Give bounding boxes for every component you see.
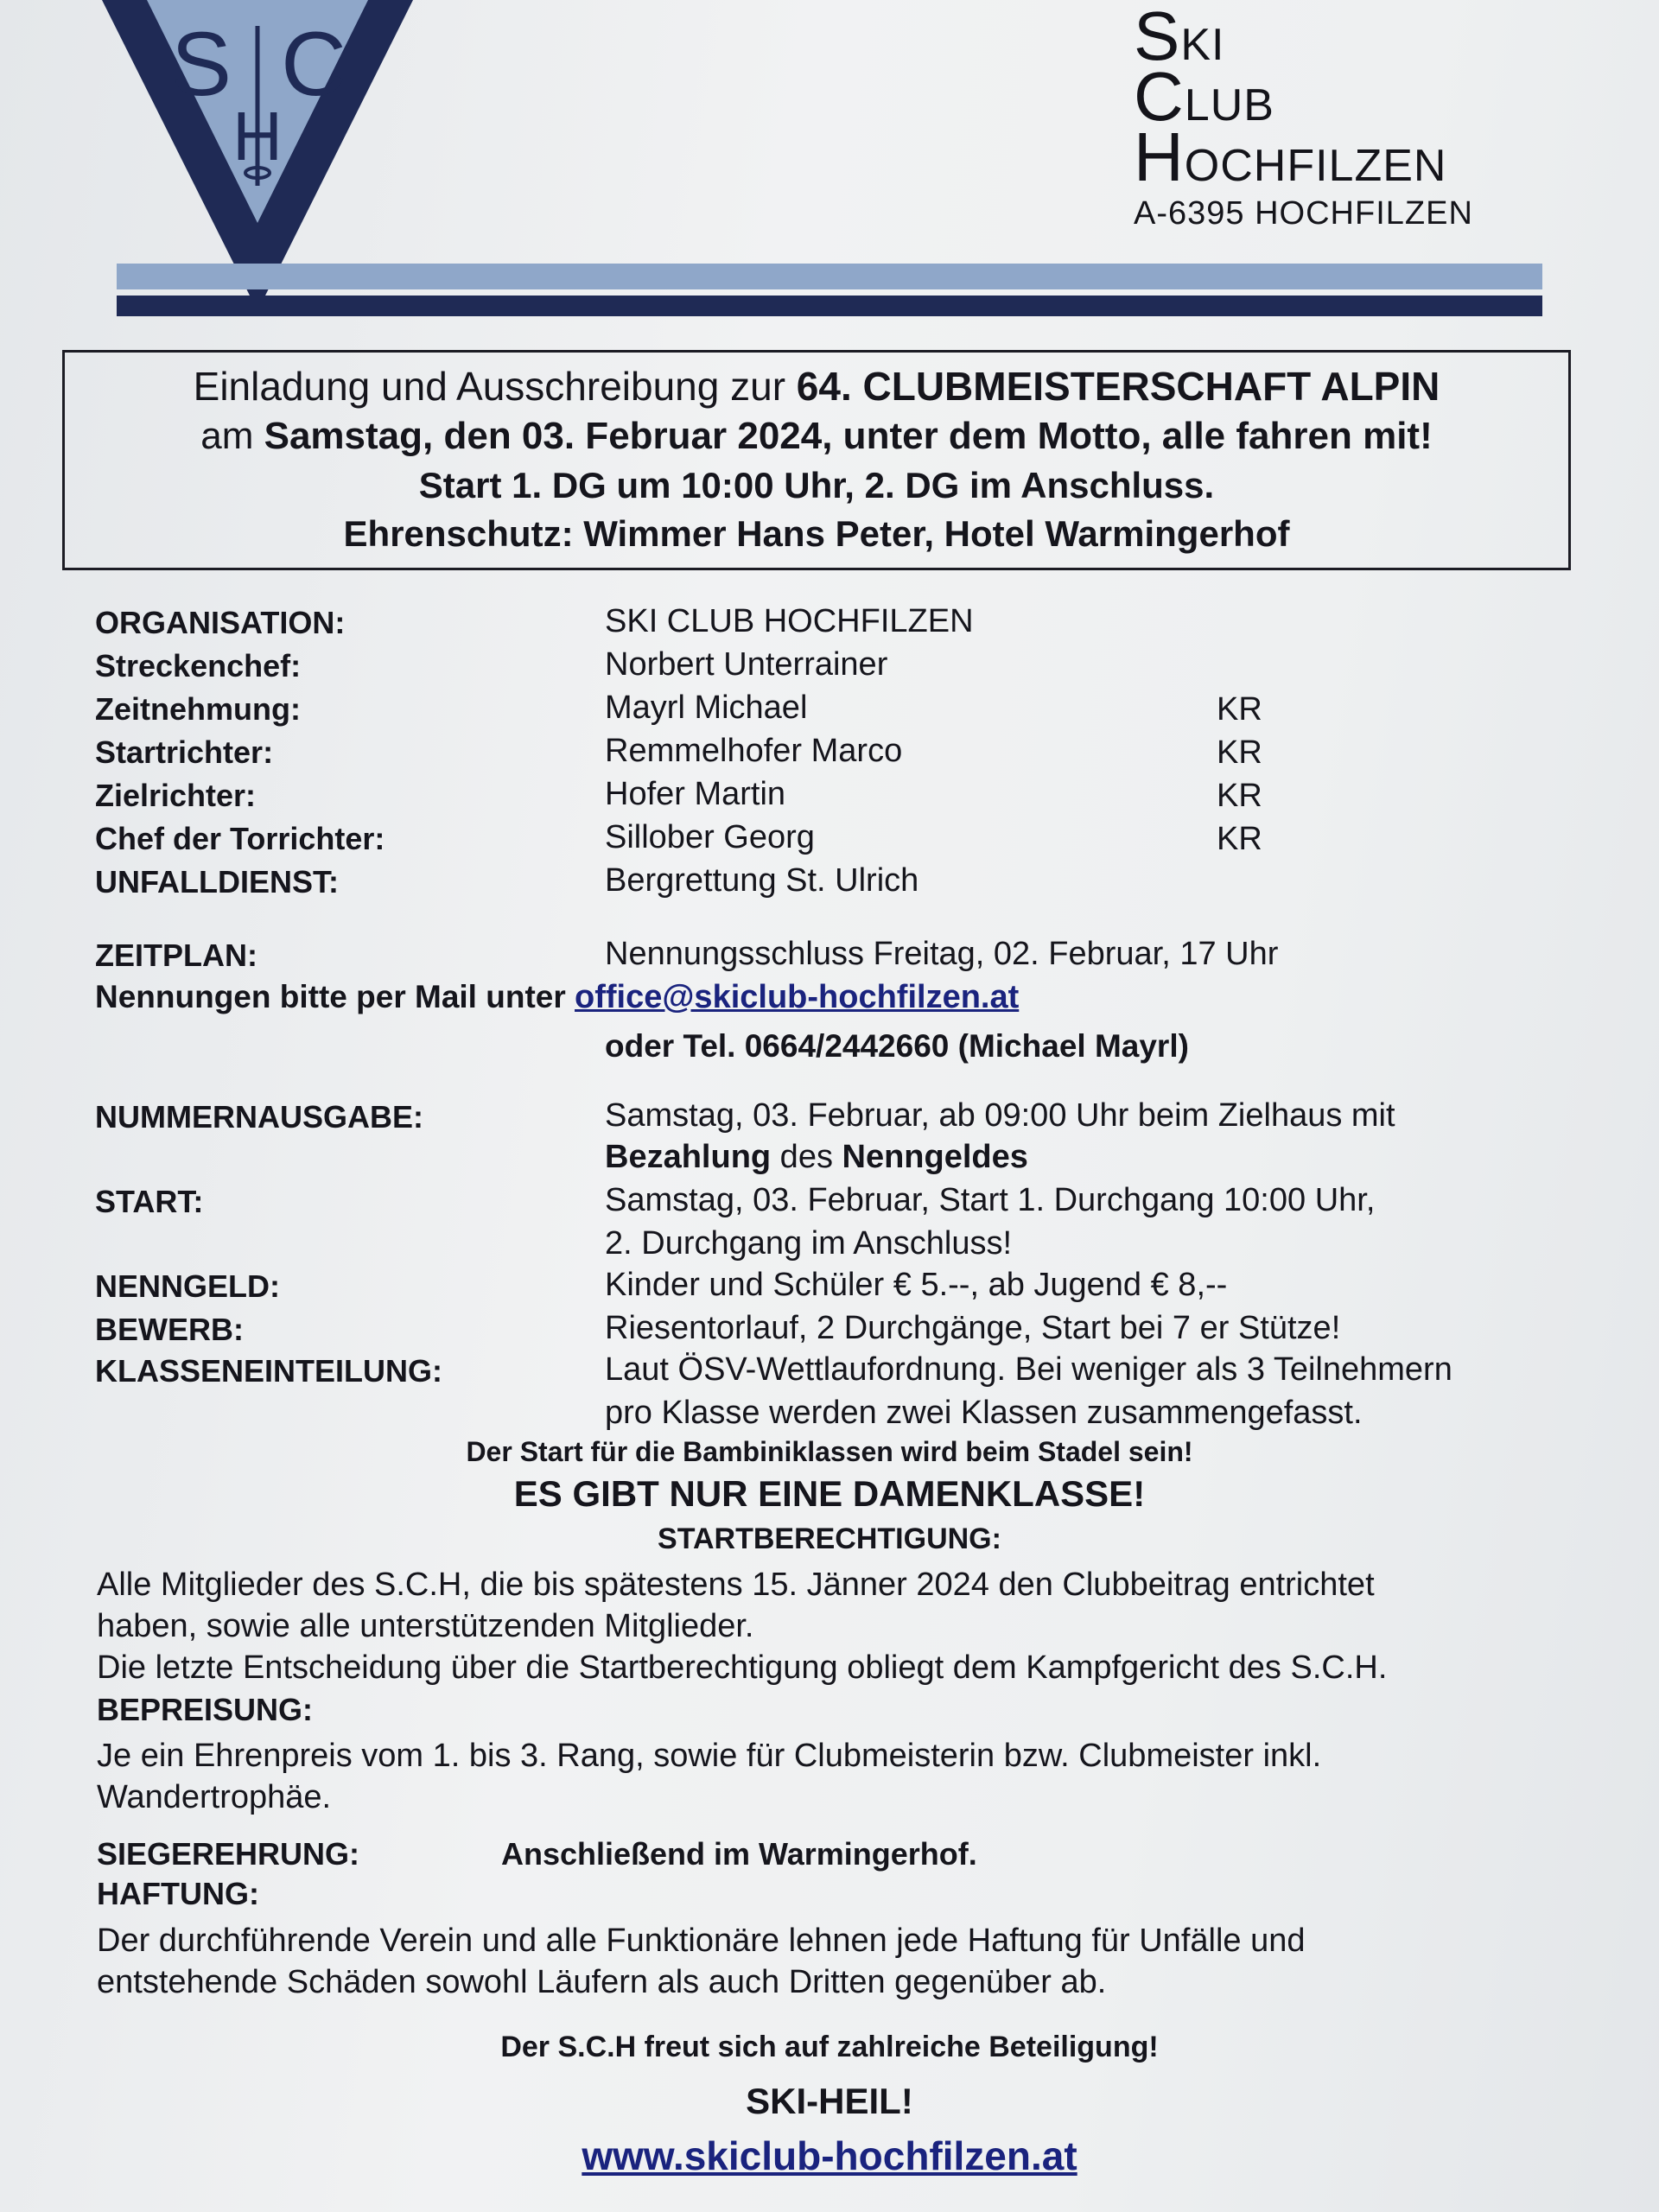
official-label: ORGANISATION:: [95, 605, 346, 640]
svg-text:S: S: [170, 14, 232, 115]
invitation-line2: am Samstag, den 03. Februar 2024, unter dem Motto, alle fahren mit!: [200, 415, 1433, 457]
startberechtigung-text3: Die letzte Entscheidung über die Startberechtigung obliegt dem Kampfgericht des S.C.H.: [97, 1649, 1388, 1686]
startberechtigung-heading: STARTBERECHTIGUNG:: [658, 1522, 1001, 1555]
official-value: Mayrl Michael: [605, 690, 808, 726]
nummer-label: NUMMERNAUSGABE:: [95, 1099, 423, 1135]
website-link-wrap: [0, 2133, 1659, 2179]
siegerehrung-label: SIEGEREHRUNG:: [97, 1836, 360, 1872]
official-value: Norbert Unterrainer: [605, 646, 888, 683]
official-label: Zielrichter:: [95, 778, 257, 813]
invitation-box: [62, 350, 1571, 570]
official-value: SKI CLUB HOCHFILZEN: [605, 603, 974, 639]
start-value1: Samstag, 03. Februar, Start 1. Durchgang 10:00 Uhr,: [605, 1182, 1376, 1218]
bepreisung-text1: Je ein Ehrenpreis vom 1. bis 3. Rang, sowie für Clubmeisterin bzw. Clubmeister inkl.: [97, 1738, 1322, 1774]
official-label: Chef der Torrichter:: [95, 821, 385, 856]
official-value: Bergrettung St. Ulrich: [605, 862, 919, 899]
invitation-line1: Einladung und Ausschreibung zur 64. CLUBMEISTERSCHAFT ALPIN: [193, 364, 1440, 409]
bepreisung-heading: BEPREISUNG:: [97, 1692, 314, 1727]
startberechtigung-text2: haben, sowie alle unterstützenden Mitglieder.: [97, 1608, 754, 1644]
bepreisung-text2: Wandertrophäe.: [97, 1779, 332, 1815]
official-value: Remmelhofer Marco: [605, 733, 903, 769]
zeitplan-value: Nennungsschluss Freitag, 02. Februar, 17 Uhr: [605, 936, 1279, 972]
official-kr: KR: [1217, 821, 1262, 857]
club-address: A-6395 HOCHFILZEN: [1134, 195, 1473, 232]
official-label: UNFALLDIENST:: [95, 864, 339, 899]
official-label: Zeitnehmung:: [95, 691, 301, 727]
siegerehrung-value: Anschließend im Warmingerhof.: [501, 1836, 977, 1872]
start-label: START:: [95, 1184, 204, 1219]
klassen-label: KLASSENEINTEILUNG:: [95, 1353, 443, 1389]
official-kr: KR: [1217, 691, 1262, 728]
official-kr: KR: [1217, 734, 1262, 771]
damen-note: ES GIBT NUR EINE DAMENKLASSE!: [513, 1473, 1146, 1514]
official-label: Startrichter:: [95, 734, 274, 770]
nenngeld-label: NENNGELD:: [95, 1268, 280, 1304]
klassen-value2: pro Klasse werden zwei Klassen zusammengefasst.: [605, 1395, 1363, 1431]
haftung-heading: HAFTUNG:: [97, 1876, 259, 1911]
nummer-value1: Samstag, 03. Februar, ab 09:00 Uhr beim Zielhaus mit: [605, 1097, 1395, 1134]
phone-line: oder Tel. 0664/2442660 (Michael Mayrl): [605, 1028, 1189, 1064]
klassen-value1: Laut ÖSV-Wettlaufordnung. Bei weniger als 3 Teilnehmern: [605, 1351, 1452, 1388]
nummer-value2: Bezahlung des Nenngeldes: [605, 1139, 1028, 1175]
ski-heil: SKI-HEIL!: [746, 2081, 913, 2121]
svg-text:H: H: [232, 98, 283, 175]
official-kr: KR: [1217, 778, 1262, 814]
official-value: Sillober Georg: [605, 819, 815, 855]
haftung-text1: Der durchführende Verein und alle Funktionäre lehnen jede Haftung für Unfälle und: [97, 1923, 1306, 1959]
haftung-text2: entstehende Schäden sowohl Läufern als auch Dritten gegenüber ab.: [97, 1964, 1107, 2000]
bewerb-value: Riesentorlauf, 2 Durchgänge, Start bei 7 er Stütze!: [605, 1310, 1341, 1346]
nenngeld-value: Kinder und Schüler € 5.--, ab Jugend € 8,--: [605, 1267, 1228, 1303]
start-value2: 2. Durchgang im Anschluss!: [605, 1225, 1013, 1262]
club-name: SKI CLUB HOCHFILZEN A-6395 HOCHFILZEN: [1134, 10, 1618, 232]
official-label: Streckenchef:: [95, 648, 302, 683]
svg-text:C: C: [281, 14, 346, 115]
closing-text: Der S.C.H freut sich auf zahlreiche Beteiligung!: [500, 2031, 1159, 2063]
invitation-line4: Ehrenschutz: Wimmer Hans Peter, Hotel Warmingerhof: [343, 513, 1290, 554]
invitation-line3: Start 1. DG um 10:00 Uhr, 2. DG im Anschluss.: [418, 465, 1215, 505]
official-value: Hofer Martin: [605, 776, 786, 812]
bewerb-label: BEWERB:: [95, 1312, 244, 1347]
nennungen-line: Nennungen bitte per Mail unter office@skiclub-hochfilzen.at: [95, 979, 1020, 1015]
bambini-note: Der Start für die Bambiniklassen wird beim Stadel sein!: [466, 1436, 1193, 1467]
zeitplan-label: ZEITPLAN:: [95, 938, 257, 973]
website-link[interactable]: www.skiclub-hochfilzen.at: [582, 2133, 1077, 2178]
email-link[interactable]: office@skiclub-hochfilzen.at: [575, 979, 1020, 1015]
header-stripe-light: [117, 264, 1542, 289]
header-stripe-dark: [117, 296, 1542, 316]
startberechtigung-text1: Alle Mitglieder des S.C.H, die bis spätestens 15. Jänner 2024 den Clubbeitrag entrichtet: [97, 1567, 1375, 1603]
